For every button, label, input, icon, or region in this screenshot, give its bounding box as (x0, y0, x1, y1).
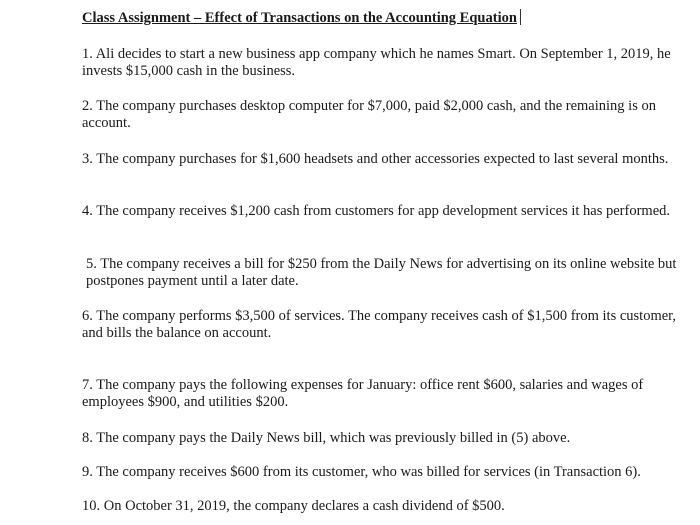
transaction-item-1: 1. Ali decides to start a new business app company which he names Smart. On September 1, 2019, he invests $15,000 cash in the business. (82, 46, 671, 79)
transaction-item-9: 9. The company receives $600 from its customer, who was billed for services (in Transaction 6). (82, 464, 641, 480)
transaction-item-10: 10. On October 31, 2019, the company declares a cash dividend of $500. (82, 498, 505, 514)
transaction-item-8: 8. The company pays the Daily News bill, which was previously billed in (5) above. (82, 430, 571, 446)
transaction-item-7: 7. The company pays the following expenses for January: office rent $600, salaries and wages of employees $900, and utilities $200. (82, 377, 644, 410)
document-title (82, 8, 521, 28)
transaction-item-6: 6. The company performs $3,500 of services. The company receives cash of $1,500 from its customer, and bills the balance on account. (82, 308, 677, 341)
transaction-item-5: 5. The company receives a bill for $250 from the Daily News for advertising on its online website but postpones payment until a later date. (86, 256, 677, 289)
text-cursor (520, 9, 521, 25)
document-title-text: Class Assignment – Effect of Transactions on the Accounting Equation (82, 10, 517, 26)
transaction-item-3: 3. The company purchases for $1,600 headsets and other accessories expected to last several months. (82, 151, 669, 167)
transaction-item-4: 4. The company receives $1,200 cash from customers for app development services it has performed. (82, 203, 671, 219)
transaction-item-2: 2. The company purchases desktop computer for $7,000, paid $2,000 cash, and the remaining is on account. (82, 98, 656, 131)
